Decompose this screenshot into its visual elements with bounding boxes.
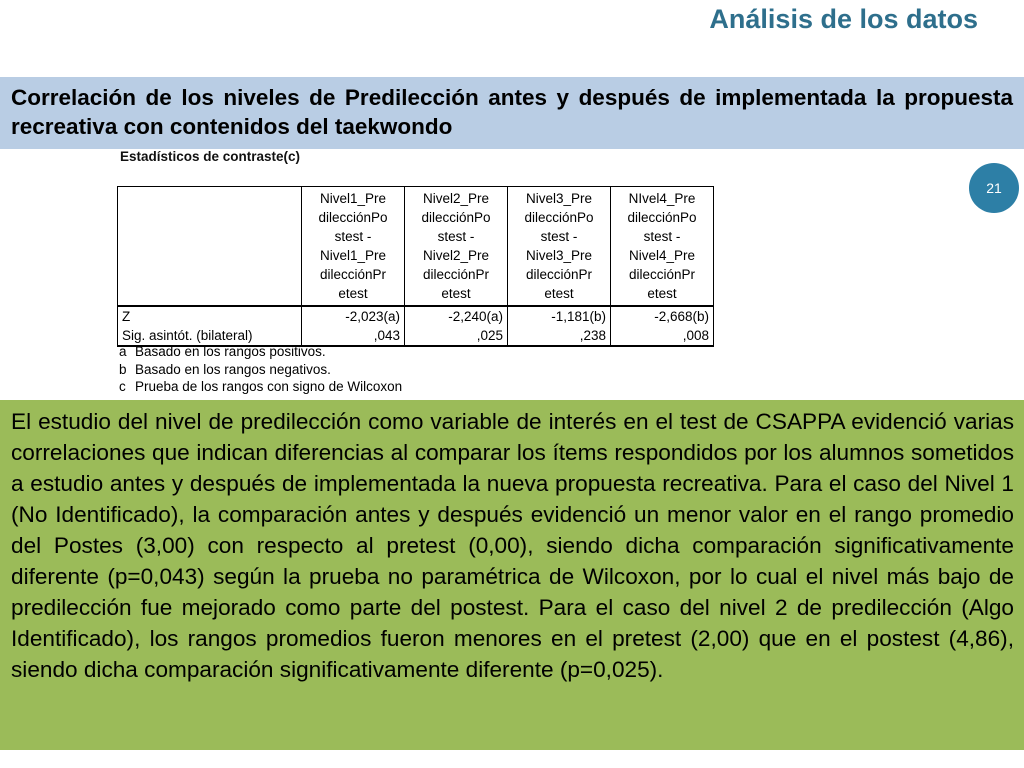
stats-table	[117, 186, 714, 347]
row-label: Z	[122, 309, 131, 324]
footnote-text: Basado en los rangos negativos.	[135, 361, 331, 377]
column-header: Nivel2_Pre dilecciónPo stest - Nivel2_Pre dilecciónPr etest	[405, 187, 508, 307]
table-row	[118, 306, 714, 326]
slide-heading: Correlación de los niveles de Predilección antes y después de implementada la propuesta recreativa con contenidos del taekwondo	[11, 85, 1013, 139]
table-cell: -2,023(a)	[302, 306, 405, 326]
column-header: Nivel1_Pre dilecciónPo stest - Nivel1_Pre dilecciónPr etest	[302, 187, 405, 307]
table-cell: ,238	[508, 326, 611, 346]
footnote	[119, 378, 402, 396]
stats-table-header-row	[118, 187, 714, 307]
table-cell: -2,240(a)	[405, 306, 508, 326]
row-labels-cell	[118, 306, 302, 346]
footnote-text: Prueba de los rangos con signo de Wilcoxon	[135, 379, 403, 394]
stats-table-corner-cell	[118, 187, 302, 307]
table-cell: ,025	[405, 326, 508, 346]
stats-table-caption: Estadísticos de contraste(c)	[120, 149, 301, 164]
footnote-text: Basado en los rangos positivos.	[135, 344, 326, 359]
page-number-badge: 21	[969, 163, 1019, 213]
footnote-key: a	[119, 344, 127, 359]
table-cell: -1,181(b)	[508, 306, 611, 326]
footnote-key: c	[119, 379, 126, 394]
footnote	[119, 361, 402, 379]
table-footnotes	[119, 343, 402, 396]
footnote-key: b	[119, 361, 127, 377]
column-header: NIvel4_Pre dilecciónPo stest - Nivel4_Pre dilecciónPr etest	[611, 187, 714, 307]
footnote	[119, 343, 402, 361]
table-cell: -2,668(b)	[611, 306, 714, 326]
column-header: Nivel3_Pre dilecciónPo stest - Nivel3_Pre dilecciónPr etest	[508, 187, 611, 307]
table-cell: ,043	[302, 326, 405, 346]
slide-title: Análisis de los datos	[709, 4, 978, 34]
row-label: Sig. asintót. (bilateral)	[122, 328, 253, 343]
body-paragraph: El estudio del nivel de predilección como variable de interés en el test de CSAPPA evidenció varias correlaciones que indican diferencias al comparar los ítems respondidos por los alumnos sometidos a estudio antes y después de implementada la nueva propuesta recreativa. Para el caso del Nivel 1 (No Identificado), la comparación antes y después evidenció un menor valor en el rango promedio del Postes (3,00) con respecto al pretest (0,00), siendo dicha comparación significativamente diferente (p=0,043) según la prueba no paramétrica de Wilcoxon, por lo cual el nivel más bajo de predilección fue mejorado como parte del postest. Para el caso del nivel 2 de predilección (Algo Identificado), los rangos promedios fueron menores en el pretest (2,00) que en el postest (4,86), siendo dicha comparación significativamente diferente (p=0,025).	[11, 409, 1014, 682]
table-cell: ,008	[611, 326, 714, 346]
